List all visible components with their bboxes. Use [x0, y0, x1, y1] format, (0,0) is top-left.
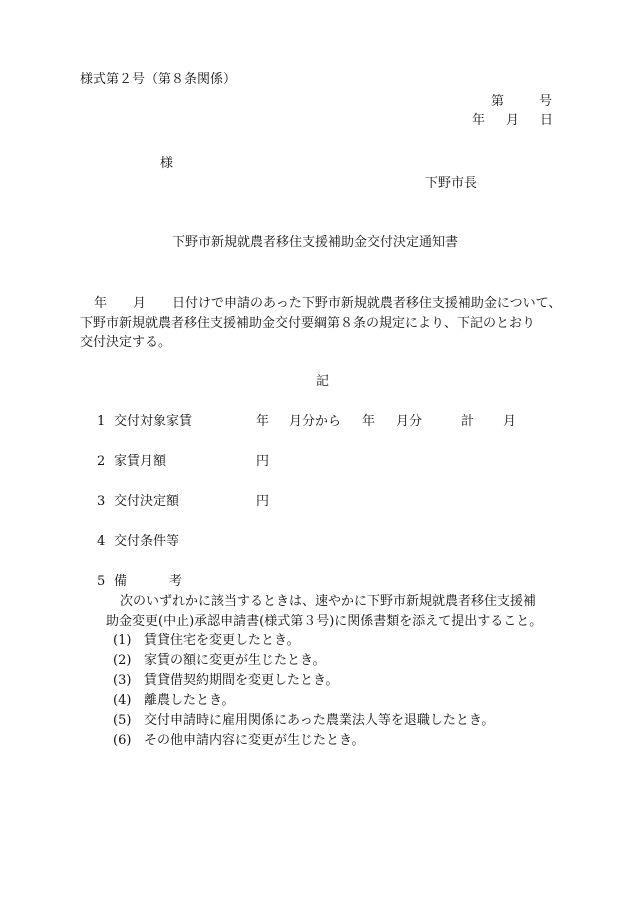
document-title: 下野市新規就農者移住支援補助金交付決定通知書 — [172, 235, 459, 250]
item-3-label: 交付決定額 — [114, 494, 180, 509]
condition-number: (2) — [113, 653, 132, 668]
form-label: 様式第２号（第８条関係） — [80, 72, 237, 87]
item-1-total: 計 — [461, 414, 475, 429]
item-5-label-kou: 考 — [169, 574, 183, 589]
item-1-year-2: 年 — [362, 414, 376, 429]
date-day: 日 — [540, 113, 554, 128]
condition-text: その他申請内容に変更が生じたとき。 — [144, 733, 365, 748]
ref-number-dai: 第 — [491, 94, 505, 109]
item-5-label-bi: 備 — [114, 574, 128, 589]
item-1-month-from: 月分から — [289, 414, 342, 429]
remarks-line-1: 次のいずれかに該当するときは、速やかに下野市新規就農者移住支援補 — [120, 594, 537, 609]
item-1-months: 月 — [503, 414, 517, 429]
item-3-yen: 円 — [256, 494, 270, 509]
ki-heading: 記 — [316, 374, 330, 389]
item-4-label: 交付条件等 — [114, 534, 180, 549]
condition-text: 家賃の額に変更が生じたとき。 — [144, 653, 326, 668]
item-2-number: 2 — [97, 454, 106, 469]
item-2-label: 家賃月額 — [114, 454, 167, 469]
item-4-number: 4 — [97, 534, 106, 549]
item-2-yen: 円 — [256, 454, 270, 469]
ref-number-go: 号 — [539, 94, 553, 109]
item-3-number: 3 — [97, 494, 106, 509]
addressee-honorific: 様 — [160, 156, 174, 171]
remarks-line-2: 助金変更(中止)承認申請書(様式第３号)に関係書類を添えて提出すること。 — [106, 614, 543, 629]
condition-text: 賃貸借契約期間を変更したとき。 — [144, 673, 339, 688]
item-1-number: 1 — [97, 414, 106, 429]
item-5-number: 5 — [97, 574, 106, 589]
condition-number: (4) — [113, 693, 132, 708]
body-line-2: 下野市新規就農者移住支援補助金交付要綱第８条の規定により、下記のとおり — [80, 316, 536, 331]
condition-text: 交付申請時に雇用関係にあった農業法人等を退職したとき。 — [144, 713, 495, 728]
condition-text: 離農したとき。 — [144, 693, 235, 708]
condition-number: (1) — [113, 633, 132, 648]
condition-number: (6) — [113, 733, 132, 748]
condition-number: (5) — [113, 713, 132, 728]
body-line-3: 交付決定する。 — [80, 335, 172, 350]
item-1-year-1: 年 — [256, 414, 270, 429]
date-year: 年 — [472, 113, 486, 128]
condition-number: (3) — [113, 673, 132, 688]
date-month: 月 — [506, 113, 520, 128]
item-1-month-to: 月分 — [396, 414, 423, 429]
issuer-name: 下野市長 — [425, 176, 478, 191]
condition-text: 賃貸住宅を変更したとき。 — [144, 633, 300, 648]
item-1-label: 交付対象家賃 — [114, 414, 193, 429]
body-line-1: 年 月 日付けで申請のあった下野市新規就農者移住支援補助金について、 — [94, 296, 562, 311]
